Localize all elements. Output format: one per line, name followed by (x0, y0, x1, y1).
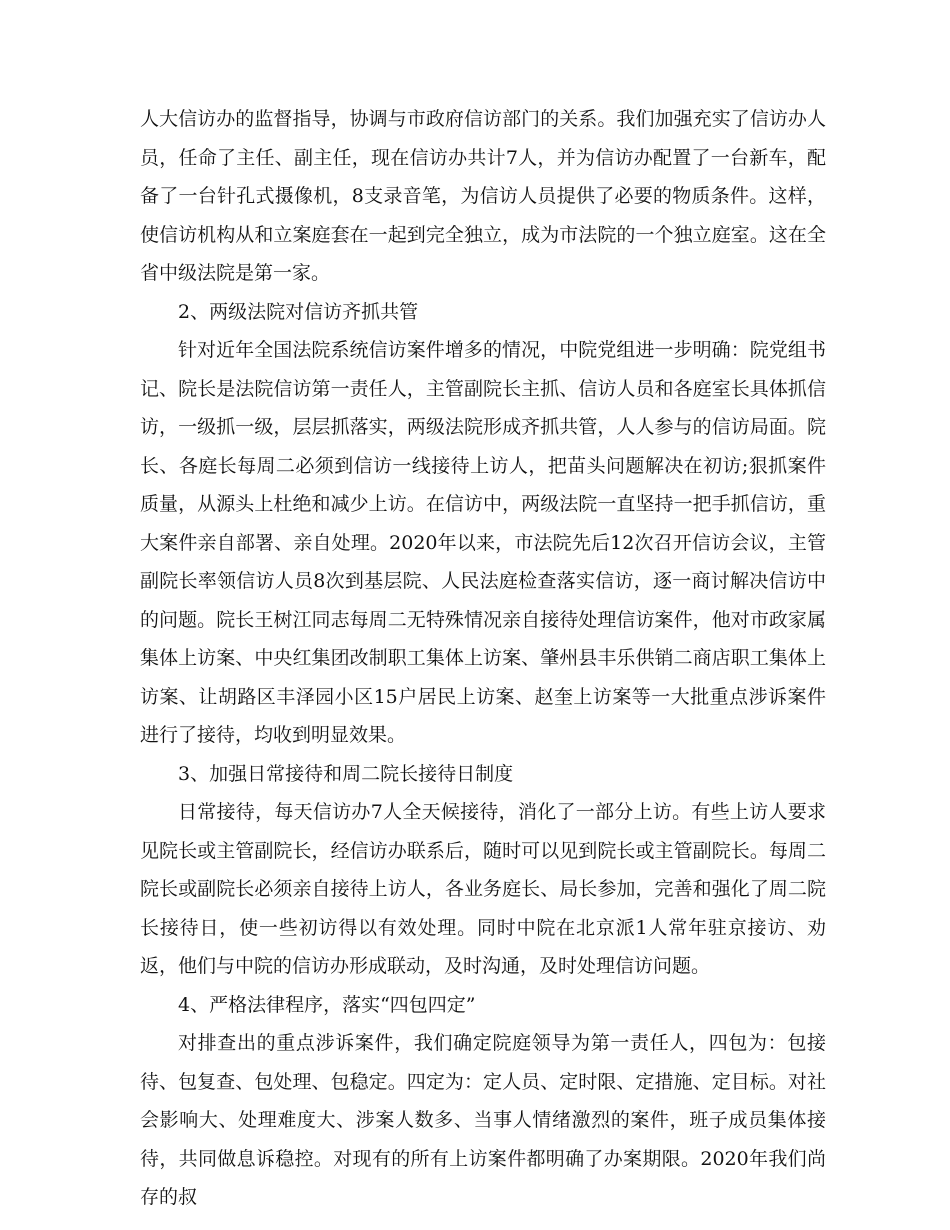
body-paragraph-2: 针对近年全国法院系统信访案件增多的情况，中院党组进一步明确：院党组书记、院长是法院信访第一责任人，主管副院长主抓、信访人员和各庭室长具体抓信访，一级抓一级，层层抓落实，两级法院形成齐抓共管，人人参与的信访局面。院长、各庭长每周二必须到信访一线接待上访人，把苗头问题解决在初访;狠抓案件质量，从源头上杜绝和减少上访。在信访中，两级法院一直坚持一把手抓信访，重大案件亲自部署、亲自处理。2020年以来，市法院先后12次召开信访会议，主管副院长率领信访人员8次到基层院、人民法庭检查落实信访，逐一商讨解决信访中的问题。院长王树江同志每周二无特殊情况亲自接待处理信访案件，他对市政家属集体上访案、中央红集团改制职工集体上访案、肇州县丰乐供销二商店职工集体上访案、让胡路区丰泽园小区15户居民上访案、赵奎上访案等一大批重点涉诉案件进行了接待，均收到明显效果。 (140, 339, 826, 746)
document-page (140, 100, 826, 1217)
body-paragraph-4: 对排查出的重点涉诉案件，我们确定院庭领导为第一责任人，四包为：包接待、包复查、包处理、包稳定。四定为：定人员、定时限、定措施、定目标。对社会影响大、处理难度大、涉案人数多、当事人情绪激烈的案件，班子成员集体接待，共同做息诉稳控。对现有的所有上访案件都明确了办案期限。2020年我们尚存的叔 (140, 1032, 826, 1208)
body-paragraph-1: 人大信访办的监督指导，协调与市政府信访部门的关系。我们加强充实了信访办人员，任命了主任、副主任，现在信访办共计7人，并为信访办配置了一台新车，配备了一台针孔式摄像机，8支录音笔，为信访人员提供了必要的物质条件。这样，使信访机构从和立案庭套在一起到完全独立，成为市法院的一个独立庭室。这在全省中级法院是第一家。 (140, 108, 826, 284)
section-heading-4: 4、严格法律程序，落实“四包四定” (178, 993, 476, 1016)
section-heading-2: 2、两级法院对信访齐抓共管 (178, 300, 419, 323)
section-heading-3: 3、加强日常接待和周二院长接待日制度 (178, 762, 514, 785)
body-paragraph-3: 日常接待，每天信访办7人全天候接待，消化了一部分上访。有些上访人要求见院长或主管副院长，经信访办联系后，随时可以见到院长或主管副院长。每周二院长或副院长必须亲自接待上访人，各业务庭长、局长参加，完善和强化了周二院长接待日，使一些初访得以有效处理。同时中院在北京派1人常年驻京接访、劝返，他们与中院的信访办形成联动，及时沟通，及时处理信访问题。 (140, 801, 826, 977)
